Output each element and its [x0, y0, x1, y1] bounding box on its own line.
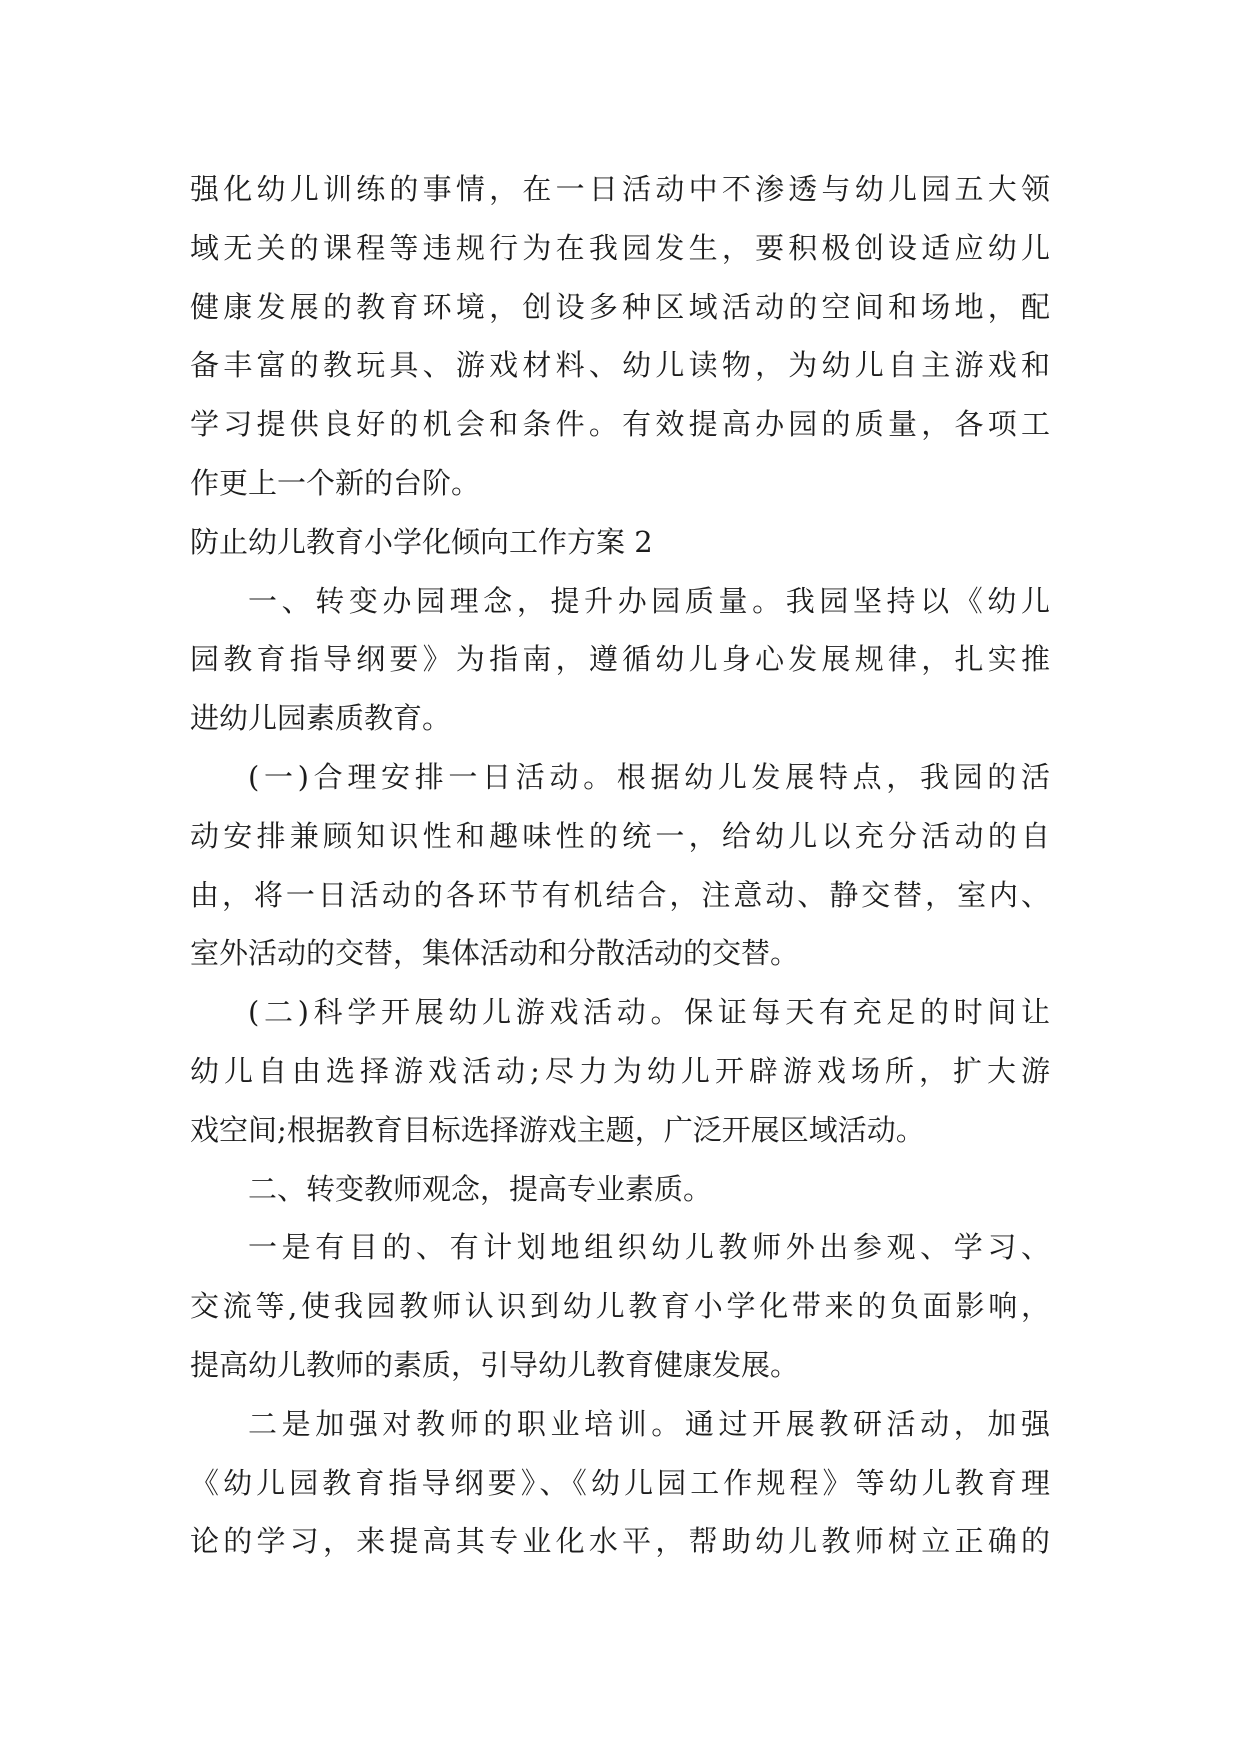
text-line: 动安排兼顾知识性和趣味性的统一，给幼儿以充分活动的自 — [190, 818, 1050, 853]
text-line: 二、转变教师观念，提高专业素质。 — [248, 1171, 713, 1206]
text-line: (二)科学开展幼儿游戏活动。保证每天有充足的时间让 — [248, 995, 1050, 1030]
section-heading: 防止幼儿教育小学化倾向工作方案 2 — [190, 524, 653, 559]
text-line: (一)合理安排一日活动。根据幼儿发展特点，我园的活 — [248, 759, 1050, 794]
text-line: 幼儿自由选择游戏活动;尽力为幼儿开辟游戏场所，扩大游 — [190, 1053, 1050, 1088]
document-body — [190, 160, 1050, 1571]
text-line: 由，将一日活动的各环节有机结合，注意动、静交替，室内、 — [190, 877, 1050, 912]
text-line: 戏空间;根据教育目标选择游戏主题，广泛开展区域活动。 — [190, 1112, 925, 1147]
text-line: 学习提供良好的机会和条件。有效提高办园的质量，各项工 — [190, 407, 1050, 442]
text-line: 论的学习，来提高其专业化水平，帮助幼儿教师树立正确的 — [190, 1524, 1050, 1559]
text-line: 一、转变办园理念，提升办园质量。我园坚持以《幼儿 — [248, 583, 1050, 618]
text-line: 健康发展的教育环境，创设多种区域活动的空间和场地，配 — [190, 289, 1050, 324]
text-line: 一是有目的、有计划地组织幼儿教师外出参观、学习、 — [248, 1230, 1050, 1265]
text-line: 备丰富的教玩具、游戏材料、幼儿读物，为幼儿自主游戏和 — [190, 348, 1050, 383]
text-line: 作更上一个新的台阶。 — [190, 465, 481, 500]
text-line: 二是加强对教师的职业培训。通过开展教研活动，加强 — [248, 1406, 1050, 1441]
text-line: 《幼儿园教育指导纲要》、《幼儿园工作规程》等幼儿教育理 — [190, 1465, 1050, 1500]
text-line: 提高幼儿教师的素质，引导幼儿教育健康发展。 — [190, 1347, 800, 1382]
text-line: 进幼儿园素质教育。 — [190, 701, 452, 736]
text-line: 强化幼儿训练的事情，在一日活动中不渗透与幼儿园五大领 — [190, 172, 1050, 206]
text-line: 域无关的课程等违规行为在我园发生，要积极创设适应幼儿 — [190, 230, 1050, 265]
text-line: 室外活动的交替，集体活动和分散活动的交替。 — [190, 936, 800, 971]
text-line: 园教育指导纲要》为指南，遵循幼儿身心发展规律，扎实推 — [190, 642, 1050, 677]
text-line: 交流等,使我园教师认识到幼儿教育小学化带来的负面影响， — [190, 1289, 1050, 1324]
